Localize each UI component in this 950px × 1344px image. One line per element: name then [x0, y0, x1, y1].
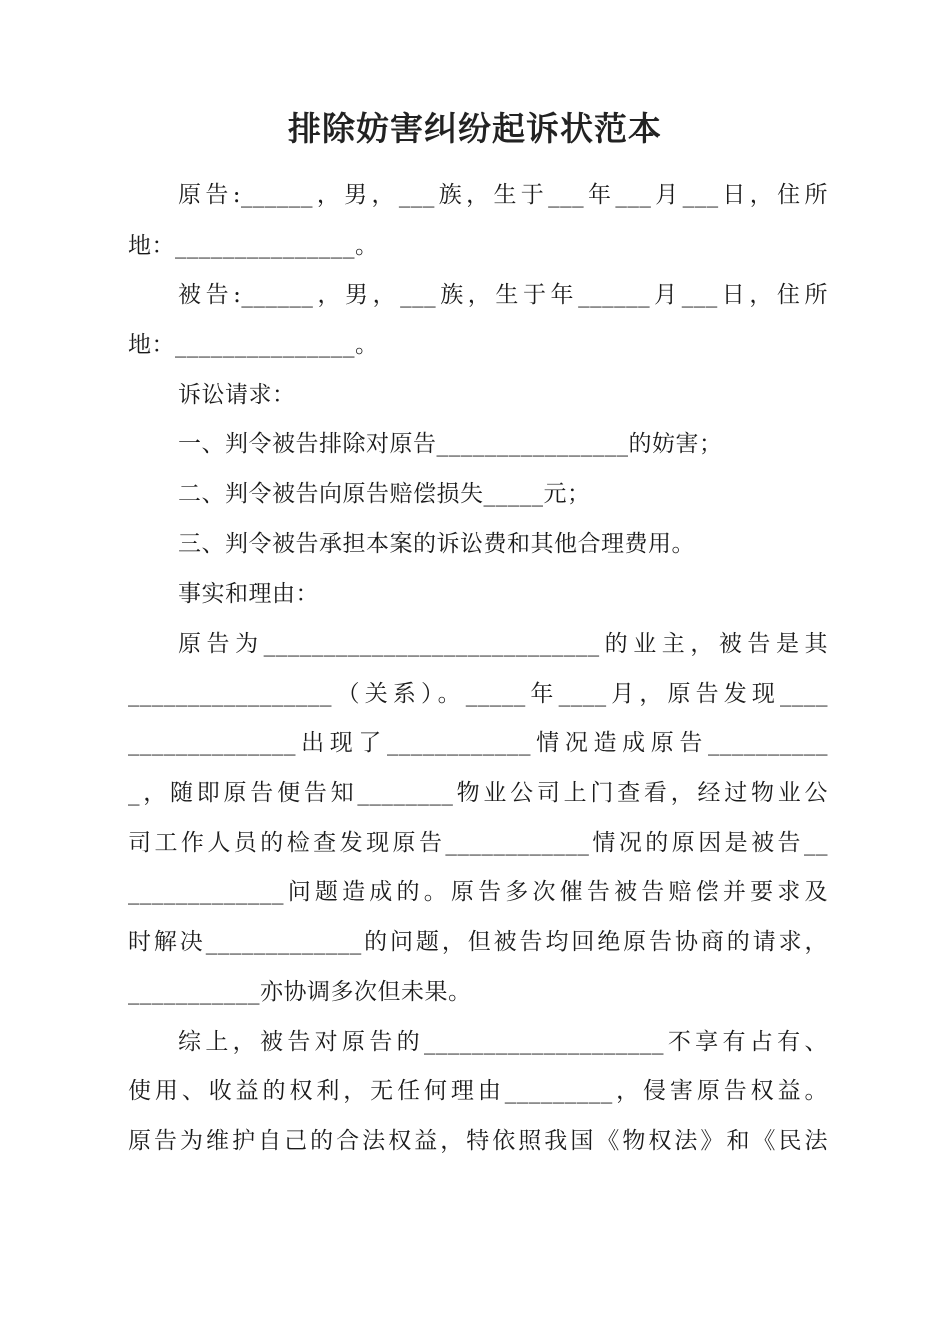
defendant-info-line-1: 被告:______，男，___族，生于年______月___日，住所	[178, 282, 828, 308]
claim-item-1: 一、判令被告排除对原告________________的妨害；	[178, 431, 723, 457]
claim-item-3: 三、判令被告承担本案的诉讼费和其他合理费用。	[178, 531, 695, 557]
plaintiff-info-line-1: 原告:______，男，___族，生于___年___月___日，住所	[178, 182, 828, 208]
summary-line-3: 原告为维护自己的合法权益，特依照我国《物权法》和《民法	[128, 1128, 828, 1154]
facts-line-5: 司工作人员的检查发现原告____________情况的原因是被告__	[128, 830, 828, 856]
document-title: 排除妨害纠纷起诉状范本	[288, 109, 662, 148]
facts-line-7: 时解决_____________的问题，但被告均回绝原告协商的请求，	[128, 929, 828, 955]
facts-line-6: _____________问题造成的。原告多次催告被告赔偿并要求及	[128, 879, 828, 905]
summary-line-1: 综上，被告对原告的____________________不享有占有、	[178, 1029, 828, 1055]
facts-line-1: 原告为____________________________的业主，被告是其	[178, 631, 828, 657]
claim-item-2: 二、判令被告向原告赔偿损失_____元；	[178, 481, 591, 507]
defendant-info-line-2: 地：_______________。	[128, 332, 379, 358]
plaintiff-info-line-2: 地：_______________。	[128, 233, 379, 259]
facts-line-4: _，随即原告便告知________物业公司上门查看，经过物业公	[128, 780, 828, 806]
claims-heading: 诉讼请求：	[178, 382, 296, 408]
summary-line-2: 使用、收益的权利，无任何理由_________，侵害原告权益。	[128, 1078, 828, 1104]
facts-line-3: ______________出现了____________情况造成原告__________	[128, 730, 828, 756]
facts-line-8: ___________亦协调多次但未果。	[128, 979, 472, 1005]
facts-heading: 事实和理由：	[178, 581, 319, 607]
facts-line-2: _________________（关系）。_____年____月，原告发现____	[128, 681, 828, 707]
